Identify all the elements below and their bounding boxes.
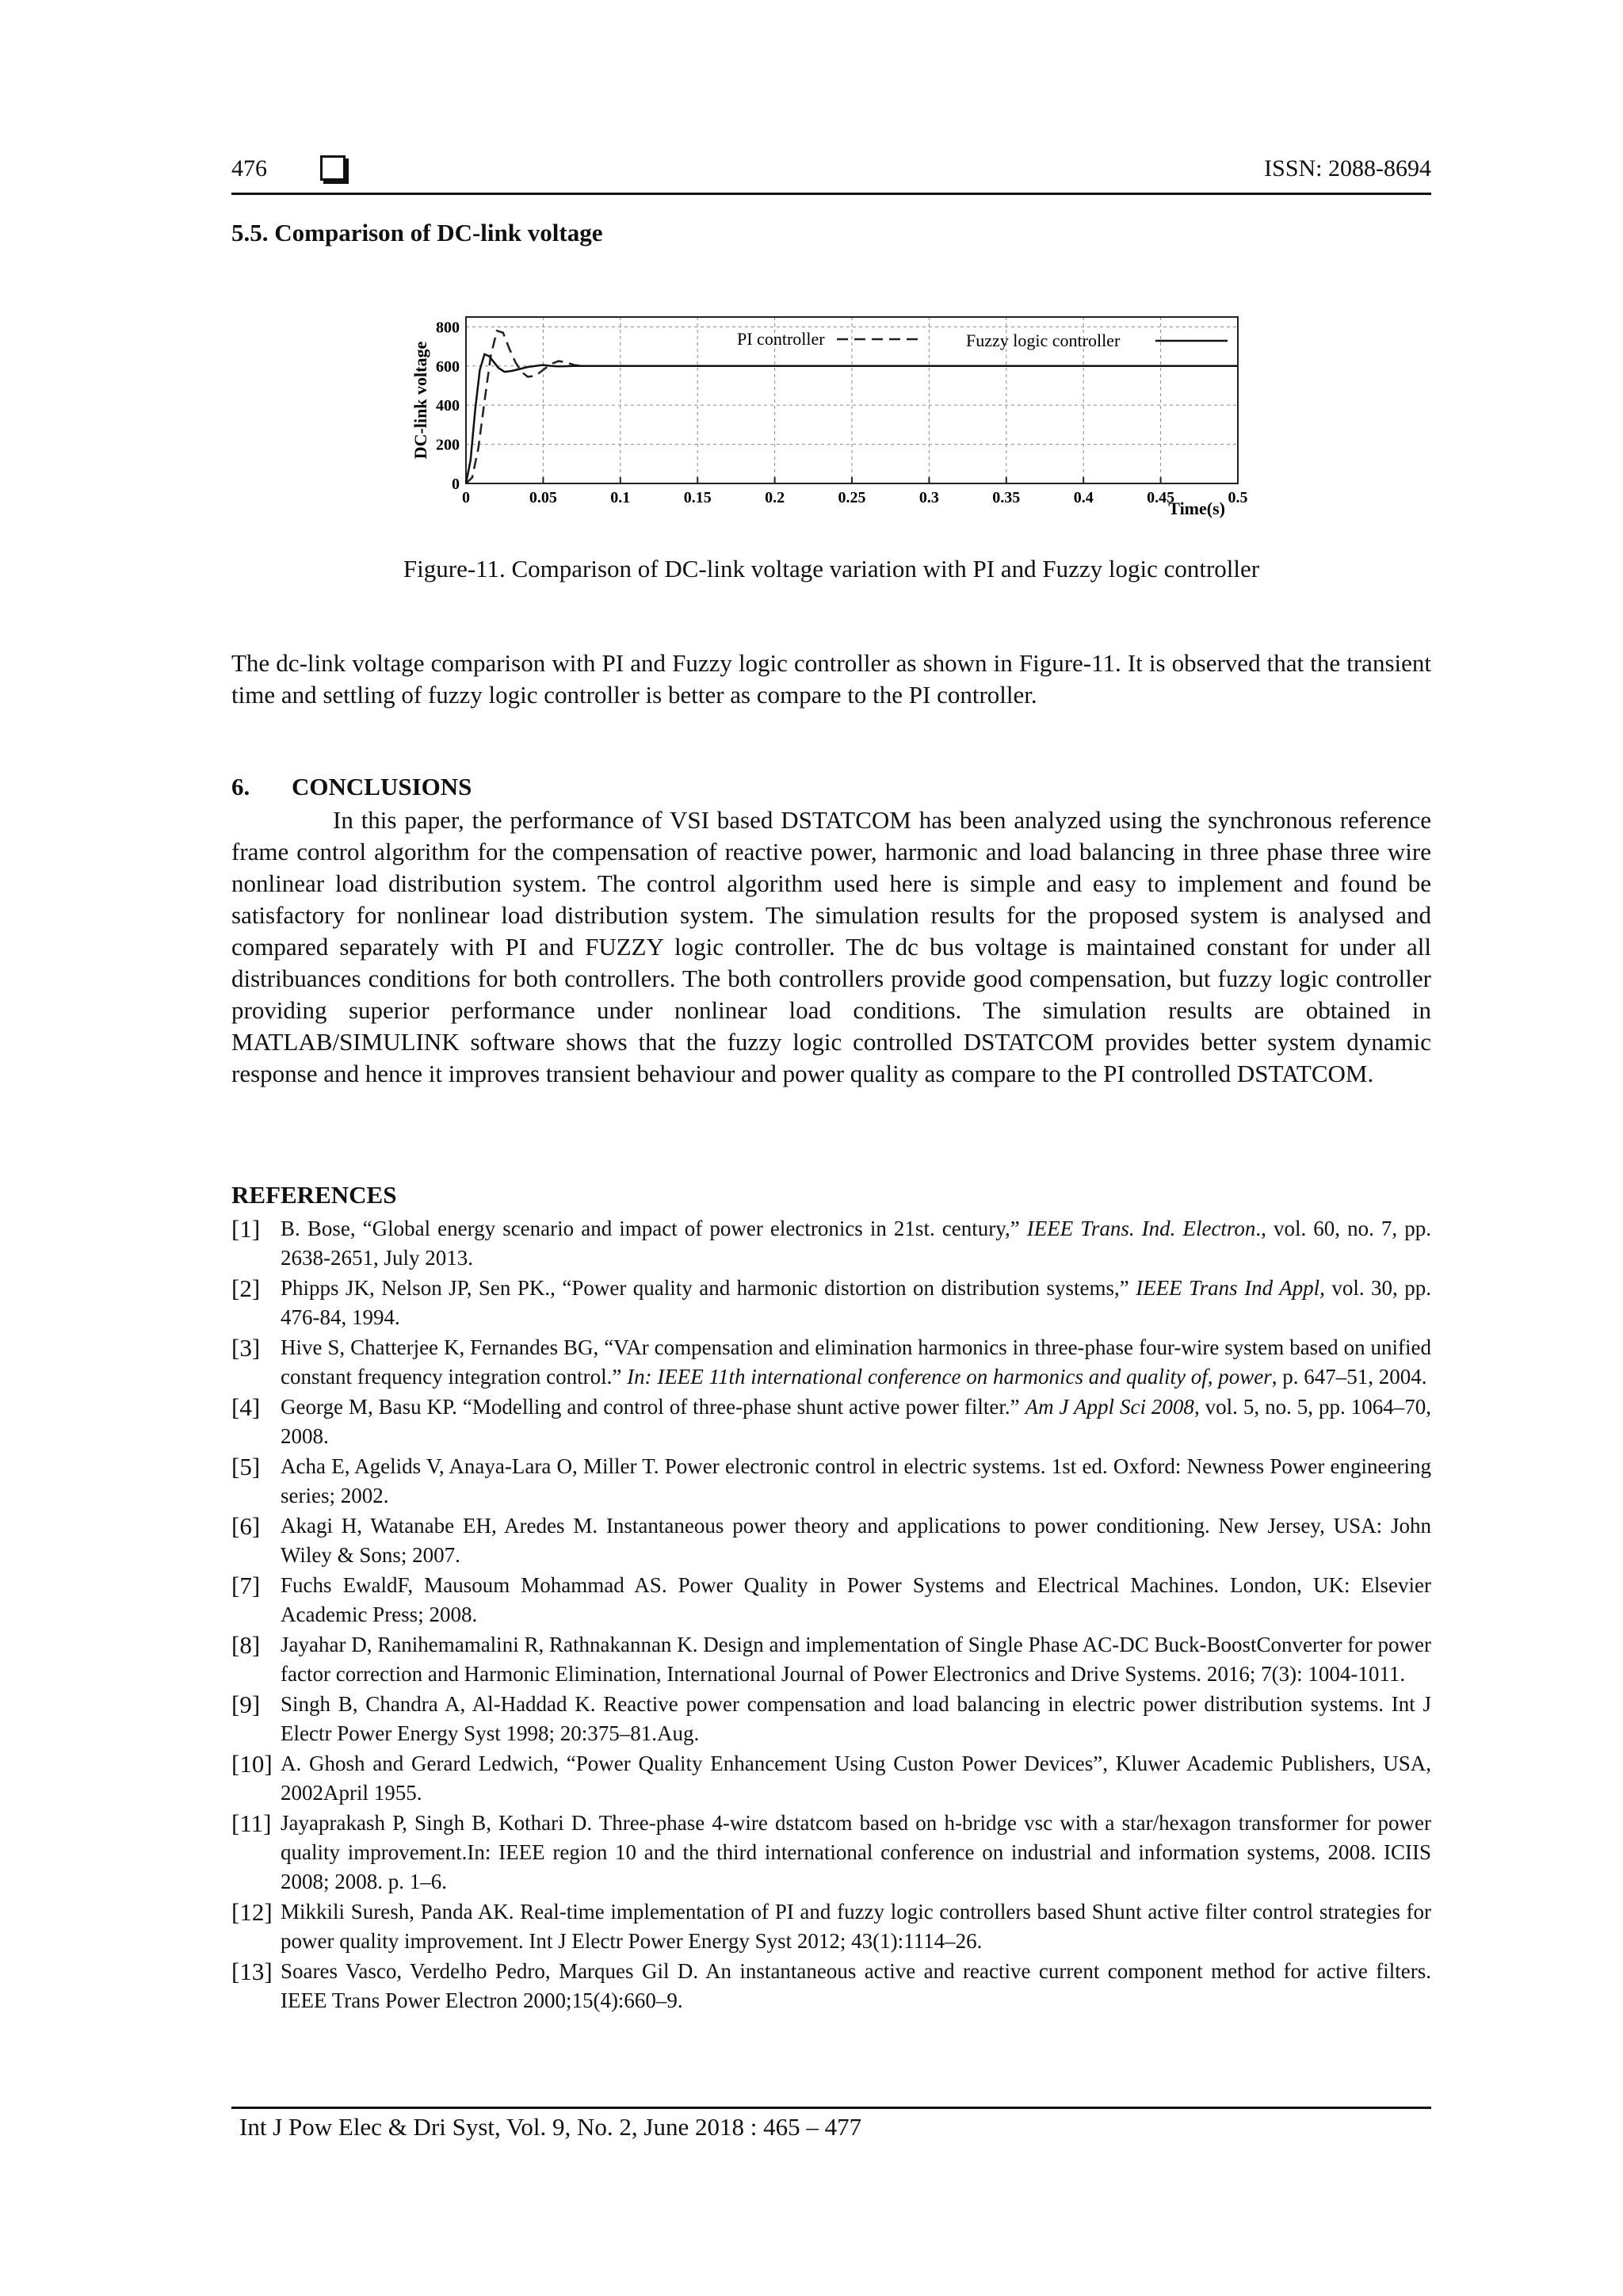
reference-number: [12] <box>231 1898 273 1926</box>
y-tick-label: 800 <box>436 319 460 337</box>
reference-journal: IEEE Trans. Ind. Electron <box>1026 1217 1256 1240</box>
reference-number: [6] <box>231 1512 261 1540</box>
x-tick-label: 0.3 <box>918 489 939 506</box>
reference-text: Singh B, Chandra A, Al-Haddad K. Reactive power compensation and load balancing in electric power distribution systems. Int J Electr Power Energy Syst 1998; 20:375–81.Aug. <box>281 1692 1431 1745</box>
reference-number: [1] <box>231 1215 261 1243</box>
x-tick-label: 0.35 <box>992 489 1021 506</box>
reference-number: [11] <box>231 1809 272 1837</box>
y-axis-label: DC-link voltage <box>411 341 430 460</box>
reference-text: Jayaprakash P, Singh B, Kothari D. Three-phase 4-wire dstatcom based on h-bridge vsc with a star/hexagon transformer for power quality improvement.In: IEEE region 10 and the third international conference on industrial and information systems, 2008. ICIIS 2008; 2008. p. 1–6. <box>281 1811 1431 1893</box>
x-tick-label: 0.05 <box>529 489 557 506</box>
conclusions-title: CONCLUSIONS <box>292 773 472 800</box>
reference-details: , p. 647–51, 2004. <box>1271 1365 1427 1389</box>
x-axis-label: Time(s) <box>1168 499 1225 518</box>
reference-text: Akagi H, Watanabe EH, Aredes M. Instantaneous power theory and applications to power conditioning. New Jersey, USA: John Wiley & Sons; 2007. <box>281 1514 1431 1567</box>
chart-legend <box>737 329 1228 350</box>
x-tick-label: 0 <box>462 489 470 506</box>
reference-text: Fuchs EwaldF, Mausoum Mohammad AS. Power Quality in Power Systems and Electrical Machines. London, UK: Elsevier Academic Press; 2008. <box>281 1573 1431 1626</box>
y-tick-label: 200 <box>436 436 460 454</box>
dc-link-voltage-chart <box>406 301 1262 531</box>
x-tick-label: 0.1 <box>610 489 631 506</box>
reference-text: A. Ghosh and Gerard Ledwich, “Power Quality Enhancement Using Custon Power Devices”, Kluwer Academic Publishers, USA, 2002April 1955. <box>281 1752 1431 1805</box>
references-heading: REFERENCES <box>231 1181 397 1209</box>
figure-11 <box>406 301 1262 531</box>
reference-item <box>231 1897 1431 1956</box>
footer-citation: Int J Pow Elec & Dri Syst, Vol. 9, No. 2, June 2018 : 465 – 477 <box>239 2113 862 2141</box>
reference-item <box>231 1511 1431 1570</box>
reference-number: [5] <box>231 1453 261 1480</box>
reference-item <box>231 1957 1431 2015</box>
checkbox-icon <box>320 155 346 181</box>
page-number: 476 <box>231 155 267 181</box>
legend-label-fuzzy: Fuzzy logic controller <box>966 330 1121 350</box>
reference-item <box>231 1809 1431 1897</box>
reference-item <box>231 1452 1431 1511</box>
reference-text: Soares Vasco, Verdelho Pedro, Marques Gil D. An instantaneous active and reactive current component method for active filters. IEEE Trans Power Electron 2000;15(4):660–9. <box>281 1959 1431 2012</box>
x-tick-label: 0.25 <box>838 489 866 506</box>
reference-item <box>231 1274 1431 1332</box>
reference-text: Jayahar D, Ranihemamalini R, Rathnakannan K. Design and implementation of Single Phase AC-DC Buck-BoostConverter for power factor correction and Harmonic Elimination, International Journal of Power Electronics and Drive Systems. 2016; 7(3): 1004-1011. <box>281 1633 1431 1686</box>
reference-journal: In: IEEE 11th international conference on harmonics and quality of, power <box>627 1365 1272 1389</box>
reference-item <box>231 1571 1431 1629</box>
reference-item <box>231 1214 1431 1273</box>
footer-rule <box>231 2107 1431 2109</box>
reference-text: Hive S, Chatterjee K, Fernandes BG, “VAr compensation and elimination harmonics in three-phase four-wire system based on unified constant frequency integration control.” <box>281 1335 1431 1389</box>
reference-number: [9] <box>231 1690 261 1718</box>
reference-number: [3] <box>231 1334 261 1362</box>
y-tick-label: 400 <box>436 397 460 415</box>
y-tick-label: 600 <box>436 357 460 376</box>
reference-journal: Am J Appl Sci 2008 <box>1025 1395 1194 1419</box>
reference-text: B. Bose, “Global energy scenario and impact of power electronics in 21st. century,” <box>281 1217 1027 1240</box>
x-tick-label: 0.4 <box>1073 489 1094 506</box>
reference-item <box>231 1749 1431 1808</box>
reference-text: Acha E, Agelids V, Anaya-Lara O, Miller T. Power electronic control in electric systems. 1st ed. Oxford: Newness Power engineering series; 2002. <box>281 1454 1431 1507</box>
references-list <box>231 1214 1431 2016</box>
conclusions-paragraph: In this paper, the performance of VSI based DSTATCOM has been analyzed using the synchronous reference frame control algorithm for the compensation of reactive power, harmonic and load balancing in three phase three wire nonlinear load distribution system. The control algorithm used here is simple and easy to implement and found be satisfactory for nonlinear load distribution system. The simulation results for the proposed system is analysed and compared separately with PI and FUZZY logic controller. The dc bus voltage is maintained constant for under all distribuances conditions for both controllers. The both controllers provide good compensation, but fuzzy logic controller providing superior performance under nonlinear load conditions. The simulation results are obtained in MATLAB/SIMULINK software shows that the fuzzy logic controlled DSTATCOM provides better system dynamic response and hence it improves transient behaviour and power quality as compare to the PI controlled DSTATCOM. <box>231 806 1431 1087</box>
reference-journal: IEEE Trans Ind Appl, <box>1136 1276 1325 1300</box>
reference-text: Phipps JK, Nelson JP, Sen PK., “Power quality and harmonic distortion on distribution systems,” <box>281 1276 1136 1300</box>
reference-details: vol. 30, pp. 476-84, 1994. <box>281 1276 1431 1329</box>
reference-item <box>231 1690 1431 1748</box>
reference-number: [4] <box>231 1393 261 1421</box>
reference-item <box>231 1392 1431 1451</box>
reference-number: [2] <box>231 1274 261 1302</box>
reference-text: George M, Basu KP. “Modelling and control of three-phase shunt active power filter.” <box>281 1395 1025 1419</box>
reference-item <box>231 1630 1431 1689</box>
x-tick-label: 0.45 <box>1147 489 1175 506</box>
reference-number: [10] <box>231 1750 273 1778</box>
reference-number: [7] <box>231 1572 261 1599</box>
figure-discussion-paragraph: The dc-link voltage comparison with PI and Fuzzy logic controller as shown in Figure-11. It is observed that the transient time and settling of fuzzy logic controller is better as compare to the PI controller. <box>231 649 1431 709</box>
section-heading: 5.5. Comparison of DC-link voltage <box>231 219 603 246</box>
x-tick-label: 0.5 <box>1228 489 1248 506</box>
reference-number: [8] <box>231 1631 261 1659</box>
issn: ISSN: 2088-8694 <box>1264 155 1431 181</box>
reference-number: [13] <box>231 1958 273 1985</box>
y-tick-label: 0 <box>452 476 460 493</box>
conclusions-number: 6. <box>231 773 250 800</box>
reference-item <box>231 1333 1431 1392</box>
chart-grid <box>466 317 1238 483</box>
x-tick-label: 0.15 <box>683 489 712 506</box>
figure-caption: Figure-11. Comparison of DC-link voltage variation with PI and Fuzzy logic controller <box>403 555 1260 583</box>
legend-label-pi: PI controller <box>737 329 825 349</box>
reference-text: Mikkili Suresh, Panda AK. Real-time implementation of PI and fuzzy logic controllers based Shunt active filter control strategies for power quality improvement. Int J Electr Power Energy Syst 2012; 43(1):1114–26. <box>281 1900 1431 1953</box>
reference-details: , vol. 5, no. 5, pp. 1064–70, 2008. <box>281 1395 1431 1448</box>
x-tick-label: 0.2 <box>765 489 785 506</box>
header-rule <box>231 193 1431 195</box>
reference-details: ., vol. 60, no. 7, pp. 2638-2651, July 2013. <box>281 1217 1431 1270</box>
conclusions-heading <box>231 773 472 801</box>
